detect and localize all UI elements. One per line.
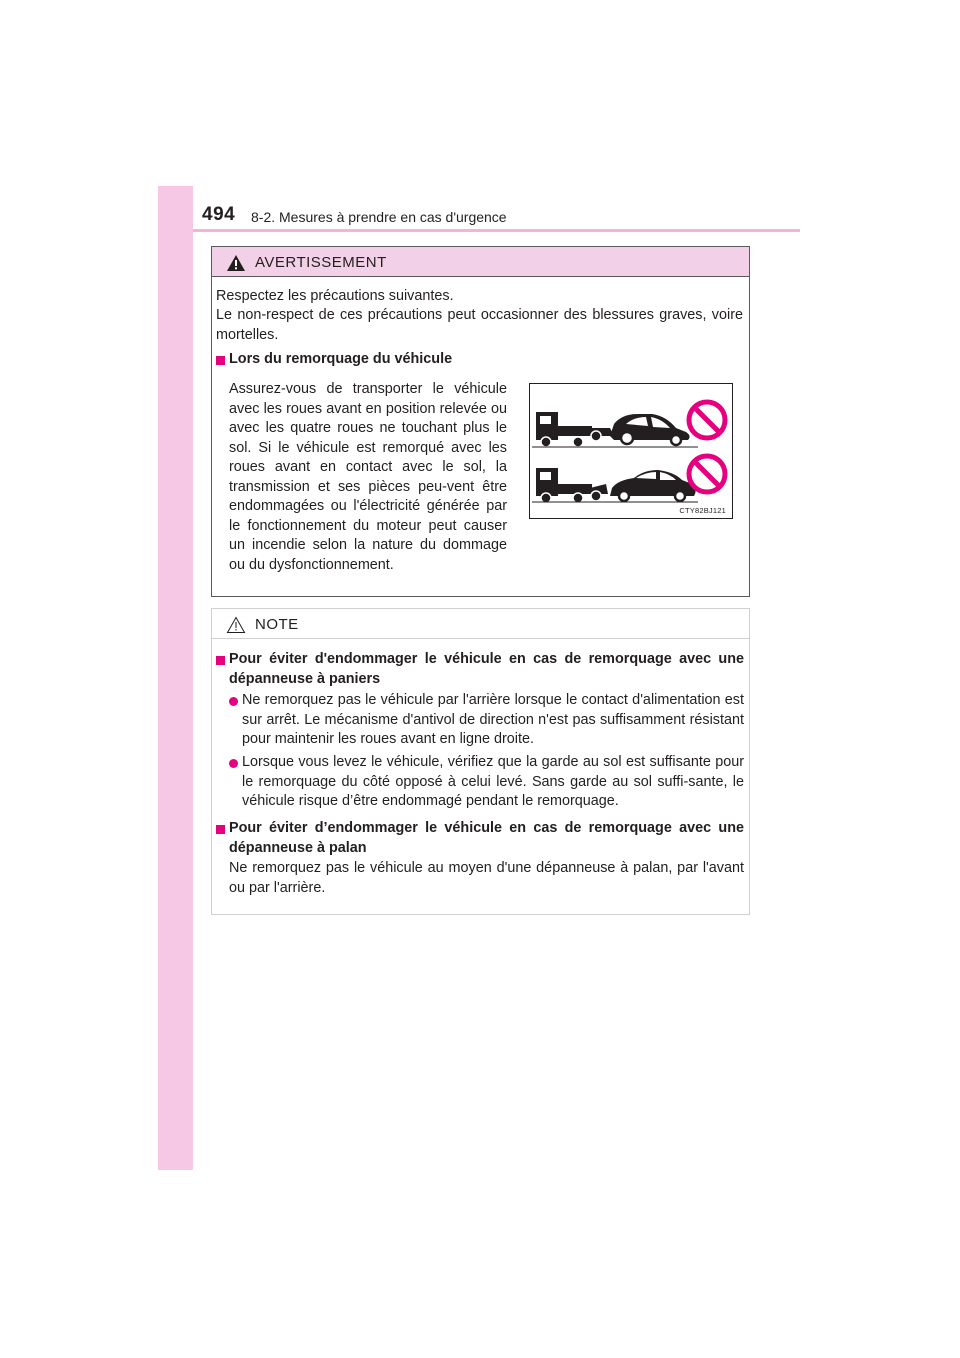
tow-scene-top <box>532 412 698 447</box>
subheading-bullet <box>216 356 225 365</box>
note-header <box>212 609 749 639</box>
prohibition-icon-top <box>689 402 725 438</box>
prohibition-icon-bottom <box>689 456 725 492</box>
tow-truck-illustration <box>530 384 732 518</box>
note-bullet-1-dot <box>229 697 238 706</box>
note-bullet-2: Lorsque vous levez le véhicule, vérifiez que la garde au sol est suffisante pour le remorquage du côté opposé à celui levé. Sans garde au sol suffi-sante, le véhicule risque d’être endommagé pendant le remorquage. <box>242 754 744 809</box>
warning-header <box>212 247 749 277</box>
illustration-code: CTY82BJ121 <box>679 506 726 515</box>
note-heading-2-bullet <box>216 825 225 834</box>
note-box <box>211 608 750 915</box>
warning-intro-2: Le non-respect de ces précautions peut occasionner des blessures graves, voire mortelles. <box>216 307 743 343</box>
note-heading-2: Pour éviter d’endommager le véhicule en cas de remorquage avec une dépanneuse à palan <box>229 820 744 856</box>
note-heading-1: Pour éviter d'endommager le véhicule en cas de remorquage avec une dépanneuse à paniers <box>229 651 744 687</box>
tow-scene-bottom <box>532 468 698 503</box>
warning-subheading: Lors du remorquage du véhicule <box>229 351 453 367</box>
note-heading-1-bullet <box>216 656 225 665</box>
page-header <box>193 186 800 232</box>
header-rule <box>193 229 800 232</box>
towing-illustration <box>529 383 733 519</box>
chapter-side-strip <box>158 186 193 1170</box>
note-title: NOTE <box>255 616 299 633</box>
note-paragraph-2: Ne remorquez pas le véhicule au moyen d'une dépanneuse à palan, par l'avant ou par l'arrière. <box>229 860 744 896</box>
warning-box <box>211 246 750 597</box>
section-title: 8-2. Mesures à prendre en cas d'urgence <box>251 209 507 225</box>
warning-title: AVERTISSEMENT <box>255 254 387 271</box>
warning-intro-1: Respectez les précautions suivantes. <box>216 288 454 304</box>
caution-triangle-outline-icon <box>226 616 246 634</box>
note-bullet-1: Ne remorquez pas le véhicule par l'arrière lorsque le contact d'alimentation est sur arrêt. Le mécanisme d'antivol de direction n'est pas suffisamment résistant pour maintenir les roues avant en ligne droite. <box>242 692 744 747</box>
note-bullet-2-dot <box>229 759 238 768</box>
warning-paragraph: Assurez-vous de transporter le véhicule avec les roues avant en position relevée ou avec les quatre roues ne touchant plus le sol. Si le véhicule est remorqué avec les roues avant en contact avec le sol, la transmission et ses pièces peu-vent être endommagées ou l'électricité générée par le fonctionnement du moteur peut causer un incendie selon la nature du dommage ou du dysfonctionnement. <box>229 381 507 573</box>
page-number: 494 <box>202 204 236 225</box>
warning-triangle-icon <box>226 254 246 272</box>
